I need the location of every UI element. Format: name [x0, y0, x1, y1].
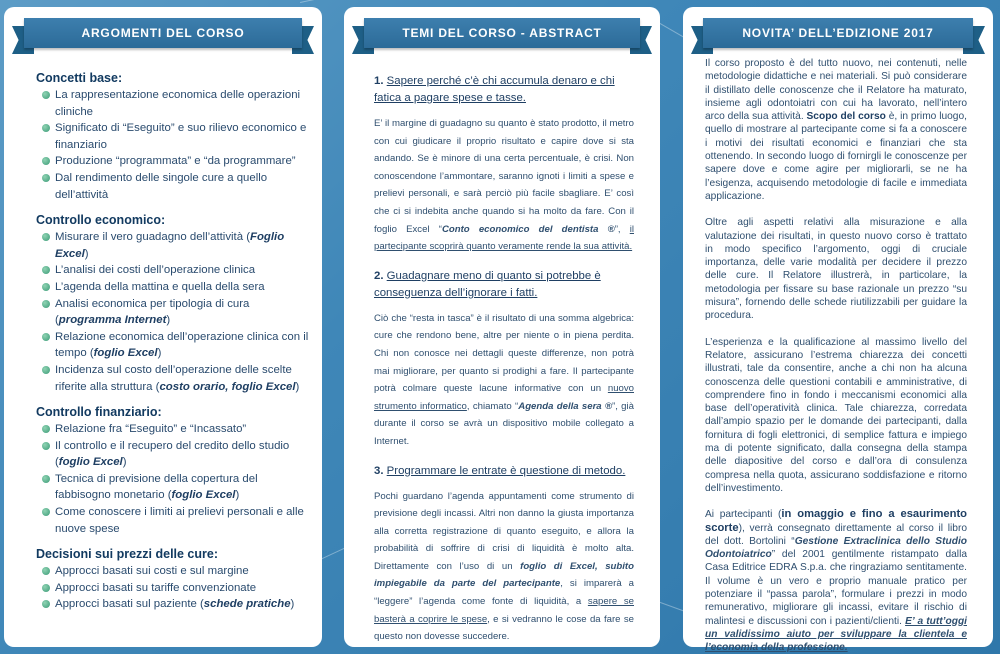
list-item: [36, 170, 312, 203]
body-text: è, in primo luogo, quello di mostrare al partecipante come si fa a conoscere i motivi dei risultati economici e finanziari che sta ottenendo. In secondo luogo di fornirgli le conoscenze per sapere dove e come agire per migliorarli, se ne ha l’esigenza, acquisendo metodologie di facile e immediata applicazione.: [705, 111, 967, 202]
panel-title: TEMI DEL CORSO - ABSTRACT: [364, 18, 640, 48]
theme-number: 3.: [374, 464, 384, 477]
body-text: ), verrà consegnato direttamente al corso il libro del dott. Bortolini “: [705, 522, 967, 547]
list-item: [36, 262, 312, 279]
bullet-icon: [42, 124, 50, 132]
list-item: [36, 229, 312, 262]
body-text: E’ il margine di guadagno su quanto è stato prodotto, il metro con cui giudicare il proprio risultato e capire dove si sta andando. Se è minore di una certa percentuale, è crisi. Non conoscendone l’ammontare, saranno ignoti i limiti a spese e prelievi personali, e sarà perciò più facile sbagliare. E’ così che ci si indebita anche quando si ha molto da fare. Con il foglio Excel “: [374, 118, 634, 235]
bullet-icon: [42, 508, 50, 516]
item-text: Tecnica di previsione della copertura del fabbisogno monetario (: [55, 472, 258, 502]
item-emphasis: schede pratiche: [203, 598, 291, 611]
ribbon-header: [691, 18, 985, 54]
item-emphasis: programma Internet: [58, 314, 167, 327]
theme-1-body: [374, 115, 634, 256]
item-text: Relazione fra “Eseguito” e “Incassato”: [55, 423, 247, 436]
theme-2-body: [374, 310, 634, 451]
ribbon-header: [352, 18, 652, 54]
item-text-end: ): [235, 489, 240, 502]
item-text: Approcci basati sui costi e sul margine: [55, 565, 249, 578]
item-text-end: ): [295, 380, 300, 393]
body-text: Ai partecipanti (: [705, 509, 782, 521]
item-text: Misurare il vero guadagno dell’attività (: [55, 231, 251, 244]
list-item: [36, 504, 312, 537]
theme-2-heading: [374, 268, 634, 302]
section-heading: Concetti base:: [36, 71, 123, 85]
body-text: , chiamato “: [466, 400, 519, 412]
bullet-icon: [42, 333, 50, 341]
ribbon-header: [12, 18, 314, 54]
body-text: ” del 2001 gentilmente ristampato dalla Casa Editrice EDRA S.p.a. che ringraziamo sentitamente. Il volume è un vero e proprio manuale pratico per potenziare il “passa parola”, formulare i prezzi in modo remunerativo, migliorare gli incassi, evitare il rischio di malintesi e discussioni con i pazienti/clienti.: [705, 549, 967, 627]
body-text: ”, già durante il corso se avrà un dispositivo mobile collegato a Internet.: [374, 400, 634, 447]
bullet-icon: [42, 475, 50, 483]
item-text: Il controllo e il recupero del credito dello studio (: [55, 439, 290, 469]
topic-list: [36, 421, 312, 537]
list-item: [36, 596, 312, 613]
body-highlight: E’ a tutt’oggi un validissimo aiuto per sviluppare la clientela e l’economia della professione.: [705, 615, 967, 654]
panel-temi: [344, 7, 660, 647]
item-text: L’analisi dei costi dell’operazione clinica: [55, 264, 256, 277]
item-text: Incidenza sul costo dell’operazione delle scelte riferite alla struttura (: [55, 363, 292, 393]
item-text-end: ): [290, 598, 295, 611]
panel-title: NOVITA’ DELL’EDIZIONE 2017: [703, 18, 973, 48]
list-item: [36, 471, 312, 504]
item-text: Come conoscere i limiti ai prelievi personali e alle nuove spese: [55, 506, 304, 535]
theme-number: 1.: [374, 75, 384, 87]
body-text: , si imparerà a “leggere” l’agenda come fonte di liquidità, a: [374, 578, 634, 608]
body-text: ”,: [614, 223, 630, 235]
item-text-end: ): [84, 247, 89, 260]
body-bold: Scopo del corso: [806, 111, 886, 123]
item-emphasis: foglio Excel: [171, 489, 236, 502]
item-emphasis: foglio Excel: [93, 347, 158, 360]
body-highlight: sapere se basterà a coprire le spese: [374, 596, 634, 625]
item-text-end: ): [166, 314, 171, 327]
product-name: Agenda della sera ®: [518, 400, 613, 412]
item-text-end: ): [122, 456, 127, 469]
list-item: [36, 362, 312, 395]
list-item: [36, 563, 312, 580]
body-text: Pochi guardano l’agenda appuntamenti come strumento di previsione degli incassi. Altri non danno la giusta importanza alla corretta registrazione di quanto eseguito, e allora la probabilità di soffrire di crisi di liquidità è molto alta. Direttamente con l’uso di un: [374, 490, 634, 572]
list-item: [36, 438, 312, 471]
body-text: Il corso proposto è del tutto nuovo, nei contenuti, nelle metodologie didattiche e nei materiali. Si può considerare il distillato delle conoscenze che il Relatore ha maturato, insieme agli odontoiatri con cui ha lavorato, nell’intero arco della sua attività.: [705, 58, 967, 123]
bullet-icon: [42, 442, 50, 450]
theme-1-heading: [374, 73, 634, 107]
item-text: Dal rendimento delle singole cure a quello dell’attività: [55, 171, 268, 201]
bullet-icon: [42, 567, 50, 575]
body-text: , e si vedranno le cose da fare se questo non dovesse succedere.: [374, 613, 635, 643]
product-name: Conto economico del dentista ®: [441, 223, 615, 235]
section-heading: Controllo economico:: [36, 213, 166, 228]
list-item: [36, 329, 312, 362]
bullet-icon: [42, 233, 50, 241]
item-text: L’agenda della mattina e quella della sera: [55, 280, 265, 293]
topic-list: [36, 87, 312, 203]
item-emphasis: costo orario, foglio Excel: [159, 380, 296, 393]
paragraph-pricing: Oltre agli aspetti relativi alla misurazione e alla valutazione dei risultati, in questo nuovo corso è trattato in modo specifico l’argomento, oggi di cruciale importanza, delle varie modalità per decidere il prezzo delle cure. Il Relatore illustrerà, in particolare, la metodologia per fissare su base razionale un prezzo “su misura”, fornendo delle schede riutilizzabili per guidare la procedura.: [705, 217, 967, 322]
item-text: Approcci basati su tariffe convenzionate: [55, 581, 257, 594]
item-text: La rappresentazione economica delle operazioni cliniche: [55, 89, 301, 118]
body-emphasis: foglio di Excel, subito impiegabile da parte del partecipante: [374, 560, 634, 590]
body-text: Ciò che “resta in tasca” è il risultato di una somma algebrica: cure che rendono bene, altre per niente o in piena perdita. Chi non conosce nei dettagli queste differenze, non potrà mai migliorare, per quanto si prodighi a fare. Il partecipante potrà colmare queste lacune informative con un: [374, 312, 634, 395]
theme-3-heading: [374, 463, 634, 480]
bullet-icon: [42, 300, 50, 308]
body-highlight: nuovo strumento informatico: [374, 383, 634, 412]
body-bold: in omaggio e fino a esaurimento scorte: [705, 508, 968, 534]
theme-title: Sapere perché c’è chi accumula denaro e chi fatica a pagare spese e tasse.: [374, 75, 615, 104]
theme-number: 2.: [374, 269, 384, 282]
list-item: [36, 153, 312, 170]
section-heading: Controllo finanziario:: [36, 405, 162, 420]
bullet-icon: [42, 425, 50, 433]
bullet-icon: [42, 283, 50, 291]
book-title: Gestione Extraclinica dello Studio Odontoiatrico: [705, 535, 967, 561]
bullet-icon: [42, 91, 50, 99]
bullet-icon: [42, 600, 50, 608]
item-emphasis: foglio Excel: [58, 456, 123, 469]
list-item: [36, 87, 312, 120]
topic-list: [36, 229, 312, 395]
news-body: [705, 57, 967, 654]
list-item: [36, 421, 312, 438]
theme-3-body: [374, 488, 634, 646]
item-text: Significato di “Eseguito” e suo rilievo economico e finanziario: [55, 122, 307, 151]
bullet-icon: [42, 266, 50, 274]
bullet-icon: [42, 174, 50, 182]
list-item: [36, 580, 312, 597]
panel-novita: [683, 7, 993, 654]
item-text: Produzione “programmata” e “da programmare”: [55, 155, 296, 168]
item-text: Approcci basati sul paziente (: [55, 598, 204, 611]
paragraph-relatore: L’esperienza e la qualificazione al massimo livello del Relatore, assicurano l’estrema chiarezza dei concetti illustrati, tale da consentire, anche a chi non ha alcuna conoscenza delle questioni contabili e amministrative, di comprendere fino in fondo i meccanismi economici alla base dell’operatività clinica. Tale chiarezza, corredata dall’ampio spazio per le domande dei partecipanti, dalla fornitura di fogli elettronici, di semplice fattura e impiego ma di potente significato, dalla consegna della stampa delle diapositive del corso e dall’ora di consulenza compresa nella quota, assicurano soddisfazione e ritorno dell’investimento.: [705, 336, 967, 494]
item-emphasis: Foglio Excel: [55, 231, 285, 260]
body-highlight: il partecipante scoprirà quanto veramente rende la sua attività.: [374, 223, 634, 253]
topic-list: [36, 563, 312, 613]
theme-title: Guadagnare meno di quanto si potrebbe è conseguenza dell’ignorare i fatti.: [374, 269, 601, 299]
bullet-icon: [42, 584, 50, 592]
paragraph-intro: [705, 57, 967, 203]
background-line: [300, 0, 388, 3]
item-text-end: ): [157, 347, 162, 360]
bullet-icon: [42, 366, 50, 374]
list-item: [36, 279, 312, 296]
topics-list: [36, 71, 312, 613]
bullet-icon: [42, 157, 50, 165]
theme-title: Programmare le entrate è questione di metodo.: [386, 464, 626, 477]
section-heading: Decisioni sui prezzi delle cure:: [36, 547, 219, 562]
list-item: [36, 296, 312, 329]
item-text: Relazione economica dell’operazione clinica con il tempo (: [55, 330, 309, 360]
item-text: Analisi economica per tipologia di cura (: [55, 297, 250, 327]
abstract-body: [374, 73, 634, 654]
panel-title: ARGOMENTI DEL CORSO: [24, 18, 302, 48]
list-item: [36, 120, 312, 153]
panel-argomenti: [4, 7, 322, 647]
paragraph-omaggio: [705, 508, 967, 654]
